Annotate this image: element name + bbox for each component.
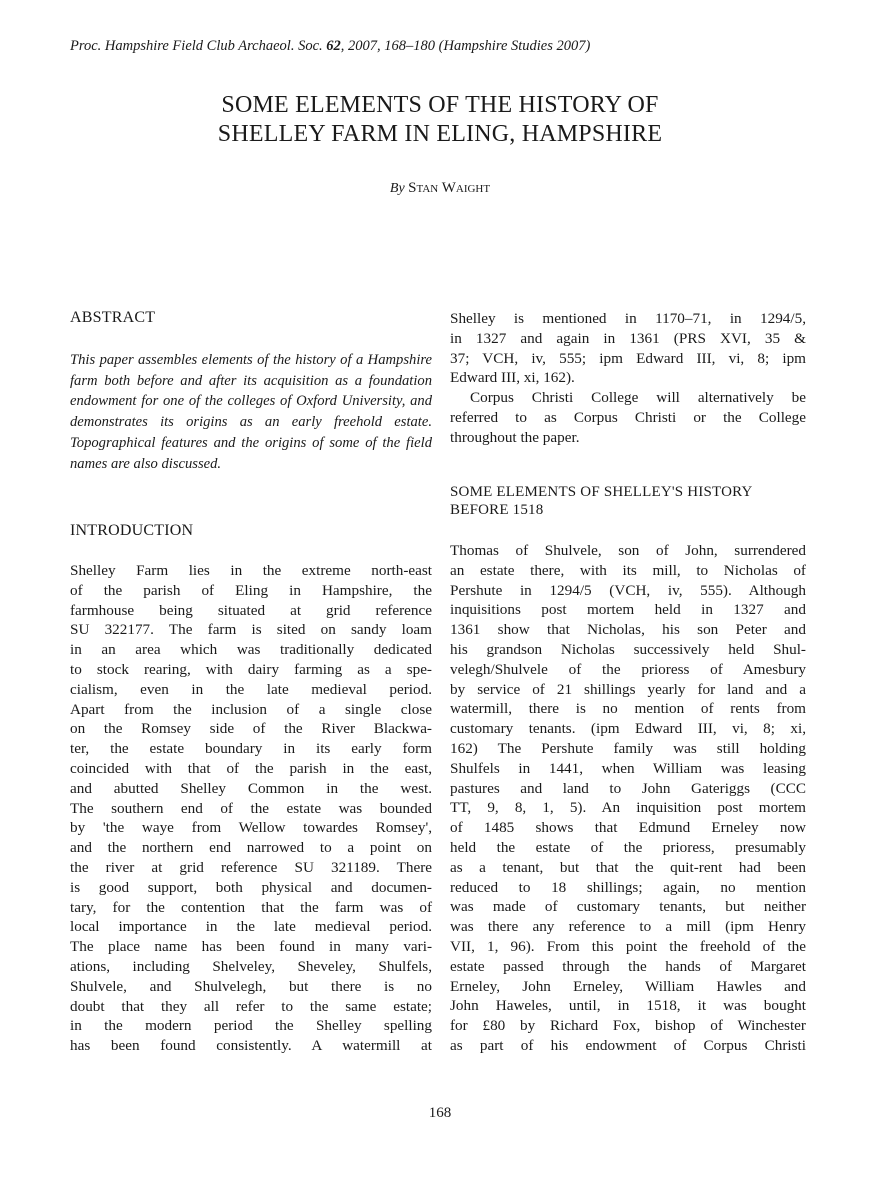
text-line: estate passed through the hands of Margaret [450,957,806,975]
text-line: Apart from the inclusion of a single close [70,700,432,718]
text-line: inquisitions post mortem held in 1327 and [450,601,806,619]
journal-name: Proc. Hampshire Field Club Archaeol. Soc. [70,38,323,54]
history-heading-line-2: BEFORE 1518 [450,502,544,518]
text-line: was there any reference to a mill (ipm Henry [450,918,806,936]
journal-reference [70,38,590,55]
text-line: The place name has been found in many vari- [70,938,432,956]
text-line: his grandson Nicholas successively held Shul- [450,640,806,658]
text-line: The southern end of the estate was bounded [70,799,432,817]
text-line: as part of his endowment of Corpus Christi [450,1036,806,1054]
text-line: throughout the paper. [450,428,580,446]
right-column-continuation [450,309,806,448]
text-line: ter, the estate boundary in its early form [70,740,432,758]
paper-title-line-1: SOME ELEMENTS OF THE HISTORY OF [221,92,659,118]
text-line: 1361 show that Nicholas, his son Peter and [450,621,806,639]
text-line: was made of customary tenants, but neither [450,898,806,916]
text-line: SU 322177. The farm is sited on sandy loam [70,621,432,639]
text-line: Corpus Christi College will alternatively be [470,389,806,407]
introduction-body [70,561,432,1056]
text-line: 162) The Pershute family was still holding [450,739,806,757]
page-number: 168 [428,1105,452,1121]
text-line: an estate there, with its mill, to Nicholas of [450,561,806,579]
text-line: of the parish of Eling in Hampshire, the [70,581,432,599]
abstract-text: This paper assembles elements of the history of a Hampshire farm both before and after its acquisition as a foundation endowment for one of the colleges of Oxford University, and demonstrates its origins as an early freehold estate. Topographical features and the origins of some of the field names are also discussed. [70,352,432,472]
paper-title-line-2: SHELLEY FARM IN ELING, HAMPSHIRE [217,121,663,147]
text-line: pastures and land to John Gateriggs (CCC [450,779,806,797]
history-heading-line-1: SOME ELEMENTS OF SHELLEY'S HISTORY [450,484,753,500]
text-line: farmhouse being situated at grid reference [70,601,432,619]
abstract-heading: ABSTRACT [70,309,156,326]
text-line: in the modern period the Shelley spelling [70,1017,432,1035]
text-line: ations, including Shelveley, Sheveley, Shulfels, [70,957,432,975]
text-line: local importance in the late medieval period. [70,918,432,936]
text-line: on the Romsey side of the River Blackwa- [70,720,432,738]
text-line: and the northern end narrowed to a point on [70,839,432,857]
journal-citation-rest: , 2007, 168–180 (Hampshire Studies 2007) [340,38,591,54]
text-line: by service of 21 shillings yearly for land and a [450,680,806,698]
text-line: in 1327 and again in 1361 (PRS XVI, 35 & [450,329,806,347]
text-line: TT, 9, 8, 1, 5). An inquisition post mortem [450,799,806,817]
byline [0,180,880,197]
text-line: is good support, both physical and documen- [70,878,432,896]
text-line: Shulvele, and Shulvelegh, but there is no [70,977,432,995]
text-line: tary, for the contention that the farm was of [70,898,432,916]
text-line: Shelley Farm lies in the extreme north-east [70,562,432,579]
text-line: held the estate of the prioress, presumably [450,838,806,856]
text-line: by 'the waye from Wellow towardes Romsey', [70,819,432,837]
journal-volume: 62 [326,38,341,54]
text-line: referred to as Corpus Christi or the College [450,408,806,426]
text-line: watermill, there is no mention of rents from [450,700,806,718]
text-line: Shulfels in 1441, when William was leasing [450,759,806,777]
byline-prefix: By [389,181,405,196]
text-line: Pershute in 1294/5 (VCH, iv, 555). Although [450,581,806,599]
text-line: Shelley is mentioned in 1170–71, in 1294/5, [450,310,806,327]
introduction-heading: INTRODUCTION [70,522,194,539]
text-line: for £80 by Richard Fox, bishop of Winchester [450,1017,806,1035]
author-name: Stan Waight [408,180,491,196]
text-line: customary tenants. (ipm Edward III, vi, 8; xi, [450,720,806,738]
text-line: coincided with that of the parish in the east, [70,759,432,777]
text-line: John Haweles, until, in 1518, it was bought [450,997,806,1015]
text-line: in an area which was traditionally dedicated [70,641,432,659]
text-line: Erneley, John Erneley, William Hawles and [450,977,806,995]
text-line: velegh/Shulvele of the prioress of Amesbury [450,660,806,678]
text-line: the river at grid reference SU 321189. There [70,858,432,876]
text-line: Edward III, xi, 162). [450,369,575,387]
text-line: has been found consistently. A watermill at [70,1037,432,1055]
text-line: cialism, even in the late medieval period. [70,680,432,698]
text-line: as a tenant, but that the quit-rent had been [450,858,806,876]
text-line: reduced to 18 shillings; again, no mention [450,878,806,896]
text-line: and abutted Shelley Common in the west. [70,779,432,797]
text-line: VII, 1, 96). From this point the freehold of the [450,937,806,955]
text-line: to stock rearing, with dairy farming as a spe- [70,660,432,678]
text-line: Thomas of Shulvele, son of John, surrendered [450,542,806,559]
text-line: 37; VCH, iv, 555; ipm Edward III, vi, 8; ipm [450,349,806,367]
text-line: of 1485 shows that Edmund Erneley now [450,819,806,837]
history-body [450,541,806,1056]
text-line: doubt that they all refer to the same estate; [70,997,432,1015]
